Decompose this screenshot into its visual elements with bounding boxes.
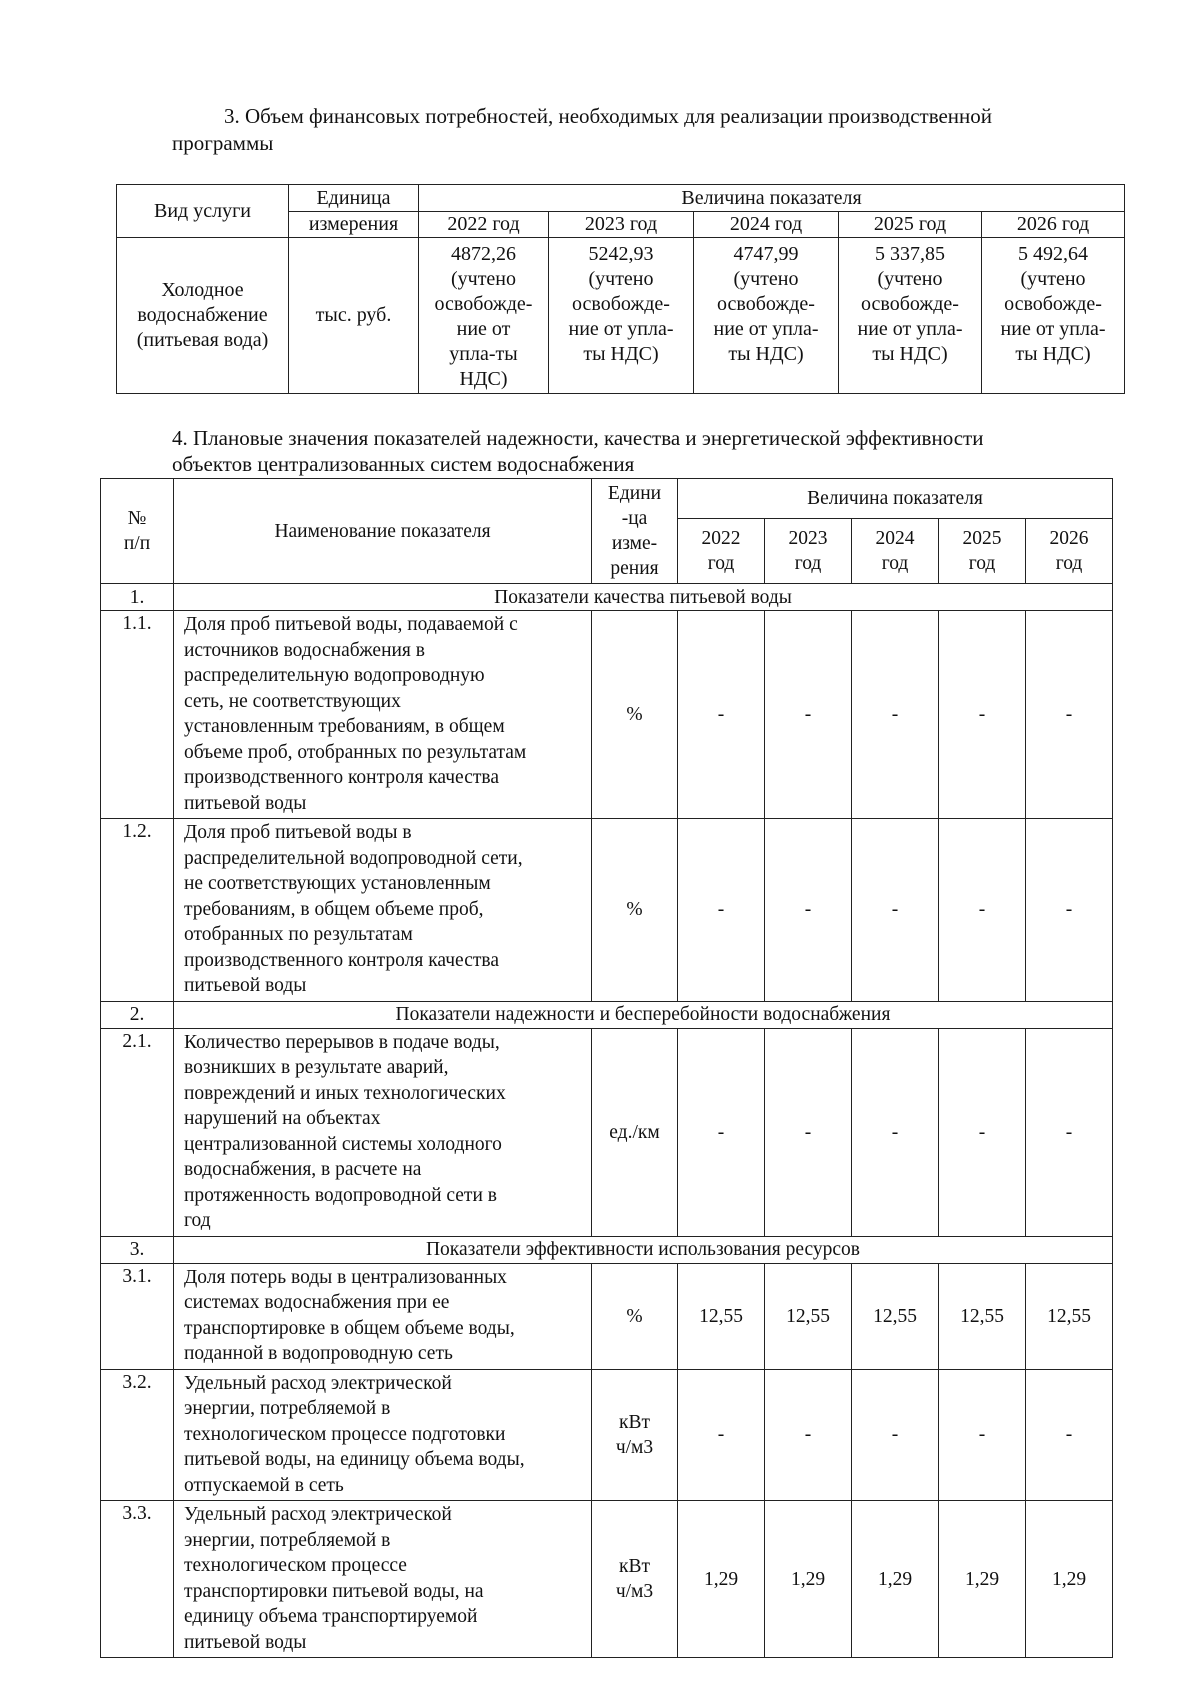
value-cell-2026	[982, 238, 1125, 394]
text-line: (учтено	[588, 268, 654, 290]
value-cell: 1,29	[852, 1501, 939, 1658]
row-number: 1.1.	[101, 611, 174, 819]
year-header-2023	[765, 519, 852, 584]
text-line: кВт	[618, 1411, 650, 1433]
text-line: освобожде-	[1004, 293, 1102, 315]
indicator-name	[174, 1028, 592, 1236]
row-number: 2.1.	[101, 1028, 174, 1236]
text-line: (учтено	[450, 268, 517, 290]
section4-heading-line1: 4. Плановые значения показателей надежности, качества и энергетической эффективности	[172, 426, 984, 450]
indicator-name	[174, 1263, 592, 1369]
text-line: год	[184, 1210, 211, 1231]
text-line: освобожде-	[434, 293, 533, 315]
value-cell: -	[939, 819, 1026, 1002]
indicator-unit	[592, 819, 678, 1002]
text-line: ед./км	[609, 1121, 660, 1143]
table-row	[101, 819, 1113, 1002]
value-cell: -	[939, 1369, 1026, 1501]
text-line: нарушений на объектах	[184, 1108, 381, 1129]
text-line: Холодное	[161, 279, 244, 301]
value-cell: -	[1026, 819, 1113, 1002]
row-number: 3.3.	[101, 1501, 174, 1658]
text-line: 2026	[1049, 528, 1089, 549]
value-cell: 1,29	[678, 1501, 765, 1658]
text-line: освобожде-	[717, 293, 815, 315]
value-cell: -	[852, 611, 939, 819]
text-line: ч/м3	[615, 1581, 654, 1602]
text-line: производственного контроля качества	[184, 767, 499, 788]
text-line: водоснабжения, в расчете на	[184, 1159, 422, 1180]
indicator-unit	[592, 1369, 678, 1501]
indicator-unit	[592, 1263, 678, 1369]
col-header-service: Вид услуги	[117, 185, 289, 238]
indicator-unit	[592, 1028, 678, 1236]
text-line: %	[626, 1305, 643, 1327]
section-number: 3.	[101, 1236, 174, 1263]
text-line: ты НДС)	[583, 343, 659, 365]
section-title: Показатели надежности и бесперебойности водоснабжения	[174, 1001, 1113, 1028]
table-row	[101, 1369, 1113, 1501]
col-header-value: Величина показателя	[419, 185, 1125, 212]
section3-heading-line2: программы	[172, 131, 274, 155]
text-line: Доля потерь воды в централизованных	[184, 1266, 507, 1288]
text-line: единицу объема транспортируемой	[184, 1606, 478, 1627]
year-header-2022	[678, 519, 765, 584]
text-line: отпускаемой в сеть	[184, 1474, 344, 1496]
row-number: 3.1.	[101, 1263, 174, 1369]
text-line: энергии, потребляемой в	[184, 1529, 391, 1551]
text-line: 4747,99	[733, 243, 799, 265]
section-row	[101, 584, 1113, 611]
value-cell: 1,29	[1026, 1501, 1113, 1658]
text-line: поданной в водопроводную сеть	[184, 1343, 453, 1364]
text-line: освобожде-	[572, 293, 670, 315]
text-line: протяженность водопроводной сети в	[184, 1184, 497, 1206]
indicator-unit	[592, 611, 678, 819]
financial-needs-table	[116, 184, 1125, 394]
text-line: %	[626, 704, 643, 725]
value-cell: -	[1026, 1028, 1113, 1236]
text-line: год	[968, 553, 996, 574]
text-line: Доля проб питьевой воды в	[184, 822, 412, 843]
text-line: отобранных по результатам	[184, 924, 413, 945]
text-line: энергии, потребляемой в	[184, 1398, 391, 1419]
row-number: 3.2.	[101, 1369, 174, 1501]
value-cell: -	[678, 819, 765, 1002]
col-header-unit-line1: Единица	[289, 185, 419, 212]
col-header-name: Наименование показателя	[174, 479, 592, 584]
value-cell-2025	[839, 238, 982, 394]
value-cell-2023	[549, 238, 694, 394]
value-cell: -	[765, 819, 852, 1002]
row-number: 1.2.	[101, 819, 174, 1002]
value-cell-2024	[694, 238, 839, 394]
col-header-value: Величина показателя	[678, 479, 1113, 519]
year-header-2026: 2026 год	[982, 212, 1125, 238]
year-header-2026	[1026, 519, 1113, 584]
section-number: 2.	[101, 1001, 174, 1028]
text-line: распределительную водопроводную	[184, 665, 485, 686]
year-header-2024: 2024 год	[694, 212, 839, 238]
text-line: 2022	[701, 528, 741, 549]
section-title: Показатели качества питьевой воды	[174, 584, 1113, 611]
section-title: Показатели эффективности использования ресурсов	[174, 1236, 1113, 1263]
col-header-num: № п/п	[101, 479, 174, 584]
value-cell: -	[765, 611, 852, 819]
text-line: системах водоснабжения при ее	[184, 1292, 450, 1313]
text-line: 2025	[962, 528, 1002, 549]
text-line: НДС)	[459, 368, 508, 390]
value-cell: -	[765, 1369, 852, 1501]
text-line: (учтено	[733, 268, 799, 290]
text-line: ние от упла-	[568, 318, 674, 340]
text-line: питьевой воды	[184, 1631, 307, 1653]
text-line: кВт	[618, 1556, 650, 1577]
text-line: Удельный расход электрической	[184, 1504, 452, 1525]
text-line: (учтено	[877, 268, 943, 290]
text-line: Доля проб питьевой воды, подаваемой с	[184, 614, 518, 635]
text-line: упла-ты	[449, 343, 518, 365]
text-line: производственного контроля качества	[184, 949, 499, 971]
table-row	[101, 1263, 1113, 1369]
value-cell: -	[678, 1028, 765, 1236]
value-cell: -	[765, 1028, 852, 1236]
text-line: 2024	[875, 528, 915, 549]
text-line: технологическом процессе подготовки	[184, 1423, 506, 1445]
indicator-name	[174, 1501, 592, 1658]
indicator-name	[174, 819, 592, 1002]
text-line: источников водоснабжения в	[184, 639, 425, 661]
text-line: год	[794, 553, 822, 574]
text-line: объеме проб, отобранных по результатам	[184, 741, 527, 763]
service-name	[117, 238, 289, 394]
text-line: возникших в результате аварий,	[184, 1057, 449, 1078]
text-line: ты НДС)	[728, 343, 804, 365]
text-line: установленным требованиям, в общем	[184, 716, 505, 737]
text-line: Удельный расход электрической	[184, 1372, 452, 1394]
text-line: 5242,93	[588, 243, 654, 265]
value-cell: -	[678, 611, 765, 819]
text-line: технологическом процессе	[184, 1555, 407, 1576]
text-line: ние от упла-	[1000, 318, 1106, 340]
value-cell: 12,55	[852, 1263, 939, 1369]
text-line: (учтено	[1020, 268, 1086, 290]
year-header-2022: 2022 год	[419, 212, 549, 238]
text-line: транспортировки питьевой воды, на	[184, 1580, 484, 1602]
table-row	[101, 1028, 1113, 1236]
indicator-unit	[592, 1501, 678, 1658]
value-cell: -	[939, 611, 1026, 819]
text-line: не соответствующих установленным	[184, 873, 491, 894]
value-cell: -	[678, 1369, 765, 1501]
text-line: ние от упла-	[857, 318, 963, 340]
text-line: Количество перерывов в подаче воды,	[184, 1031, 500, 1053]
text-line: питьевой воды	[184, 792, 307, 814]
service-unit: тыс. руб.	[289, 238, 419, 394]
text-line: ние от упла-	[713, 318, 819, 340]
text-line: год	[707, 553, 735, 574]
value-cell: -	[852, 1028, 939, 1236]
value-cell: 1,29	[939, 1501, 1026, 1658]
text-line: год	[881, 553, 909, 574]
text-line: освобожде-	[861, 293, 959, 315]
text-line: сеть, не соответствующих	[184, 690, 401, 712]
indicator-name	[174, 611, 592, 819]
col-header-unit: Едини -ца изме- рения	[592, 479, 678, 584]
value-cell: -	[852, 1369, 939, 1501]
text-line: питьевой воды	[184, 975, 307, 996]
text-line: распределительной водопроводной сети,	[184, 847, 523, 869]
text-line: повреждений и иных технологических	[184, 1082, 506, 1104]
value-cell: -	[939, 1028, 1026, 1236]
text-line: 5 492,64	[1018, 243, 1089, 265]
text-line: %	[626, 899, 643, 921]
value-cell: 12,55	[939, 1263, 1026, 1369]
text-line: транспортировке в общем объеме воды,	[184, 1317, 515, 1339]
text-line: водоснабжение	[137, 304, 268, 326]
year-header-2025: 2025 год	[839, 212, 982, 238]
value-cell-2022	[419, 238, 549, 394]
indicator-name	[174, 1369, 592, 1501]
text-line: ты НДС)	[872, 343, 948, 365]
value-cell: -	[852, 819, 939, 1002]
text-line: требованиям, в общем объеме проб,	[184, 898, 484, 920]
indicators-table	[100, 478, 1113, 1658]
section-row	[101, 1001, 1113, 1028]
year-header-2023: 2023 год	[549, 212, 694, 238]
table-row	[101, 1501, 1113, 1658]
section-number: 1.	[101, 584, 174, 611]
value-cell: -	[1026, 611, 1113, 819]
text-line: 4872,26	[451, 243, 516, 265]
col-header-unit-line2: измерения	[289, 212, 419, 238]
text-line: 5 337,85	[875, 243, 945, 265]
value-cell: 1,29	[765, 1501, 852, 1658]
text-line: 2023	[788, 528, 828, 549]
value-cell: 12,55	[678, 1263, 765, 1369]
text-line: ние от	[456, 318, 511, 340]
section3-heading-line1: 3. Объем финансовых потребностей, необходимых для реализации производственной	[224, 104, 993, 128]
text-line: питьевой воды, на единицу объема воды,	[184, 1449, 525, 1470]
year-header-2024	[852, 519, 939, 584]
value-cell: 12,55	[1026, 1263, 1113, 1369]
section4-heading-line2: объектов централизованных систем водоснабжения	[172, 452, 635, 476]
table-row	[101, 611, 1113, 819]
text-line: ч/м3	[615, 1436, 654, 1458]
text-line: ты НДС)	[1015, 343, 1091, 365]
text-line: (питьевая вода)	[136, 329, 269, 351]
year-header-2025	[939, 519, 1026, 584]
text-line: централизованной системы холодного	[184, 1133, 502, 1155]
text-line: год	[1055, 553, 1083, 574]
value-cell: -	[1026, 1369, 1113, 1501]
value-cell: 12,55	[765, 1263, 852, 1369]
section3-heading	[0, 0, 1200, 1]
section-row	[101, 1236, 1113, 1263]
